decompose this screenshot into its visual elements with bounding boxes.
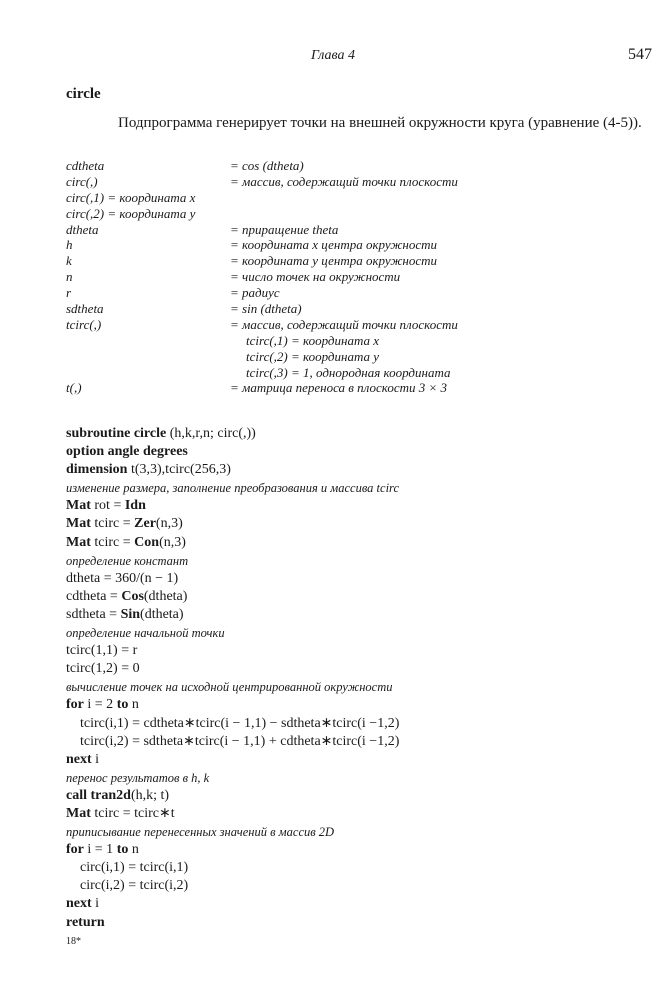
code-comment: определение констант <box>66 553 189 568</box>
page-number: 547 <box>628 46 652 63</box>
code-line: return <box>66 914 105 930</box>
code-text: tcirc = tcirc∗t <box>90 805 175 821</box>
definition-row <box>66 206 626 222</box>
def-sub: tcirc(,2) = координата y <box>246 348 380 364</box>
def-desc: = матрица переноса в плоскости 3 × 3 <box>230 380 448 396</box>
code-keyword: Mat <box>66 534 91 550</box>
def-term: sdtheta <box>66 301 104 317</box>
definition-subrow <box>66 333 626 349</box>
def-term: tcirc(,) <box>66 316 102 332</box>
code-line <box>66 751 646 769</box>
code-keyword: dimension <box>66 462 128 478</box>
def-desc: = cos (dtheta) <box>230 158 304 173</box>
code-line: circ(i,2) = tcirc(i,2) <box>80 878 189 894</box>
code-line: tcirc(i,1) = cdtheta∗tcirc(i − 1,1) − sdtheta∗tcirc(i −1,2) <box>80 715 400 731</box>
code-text: t(3,3),tcirc(256,3) <box>127 462 231 478</box>
def-term: dtheta <box>66 221 99 237</box>
running-header-chapter: Глава 4 <box>311 48 355 63</box>
code-text: i <box>91 751 100 767</box>
code-keyword: to <box>116 842 129 858</box>
code-text: rot = <box>90 498 125 514</box>
def-sub: tcirc(,1) = координата x <box>246 332 380 348</box>
code-keyword: subroutine circle <box>66 426 167 441</box>
code-line <box>66 895 646 913</box>
def-desc: = координата y центра окружности <box>230 253 438 269</box>
code-keyword: next <box>66 896 92 912</box>
code-text: tcirc = <box>90 534 135 550</box>
code-line: dtheta = 360/(n − 1) <box>66 570 179 586</box>
intro-paragraph: Подпрограмма генерирует точки на внешней окружности круга (уравнение (4-5)). <box>118 115 642 131</box>
definition-row <box>66 269 626 285</box>
code-comment: изменение размера, заполнение преобразования и массива tcirc <box>66 481 399 496</box>
code-keyword: Mat <box>66 498 91 514</box>
code-line <box>66 497 646 515</box>
code-text: i = 2 <box>83 697 117 713</box>
def-term: t(,) <box>66 380 82 396</box>
definition-subrow <box>66 349 626 365</box>
definition-subrow <box>66 365 626 381</box>
section-title: circle <box>66 86 101 102</box>
code-line <box>66 425 646 443</box>
definition-row <box>66 301 626 317</box>
definition-row <box>66 158 626 174</box>
code-text: i <box>91 896 100 912</box>
code-comment: приписывание перенесенных значений в массив 2D <box>66 825 335 840</box>
code-listing <box>66 425 646 932</box>
def-desc: = массив, содержащий точки плоскости <box>230 316 458 332</box>
def-term: circ(,2) = координата y <box>66 205 196 221</box>
definition-row <box>66 190 626 206</box>
code-keyword: Sin <box>120 606 141 622</box>
definition-row <box>66 317 626 333</box>
code-keyword: Con <box>134 534 160 550</box>
code-text: (h,k,r,n; circ(,)) <box>166 426 256 441</box>
code-line <box>66 588 646 606</box>
code-comment: перенос результатов в h, k <box>66 770 210 785</box>
code-line <box>66 805 646 823</box>
code-line <box>66 534 646 552</box>
def-term: n <box>66 269 73 285</box>
code-keyword: Cos <box>121 588 144 604</box>
code-text: i = 1 <box>83 842 117 858</box>
code-line <box>66 461 646 479</box>
variable-definitions <box>66 158 626 396</box>
code-line <box>66 841 646 859</box>
definition-row <box>66 174 626 190</box>
code-text: n <box>128 842 139 858</box>
def-term: circ(,) <box>66 173 98 189</box>
code-text: (n,3) <box>155 516 183 532</box>
def-term: r <box>66 285 72 301</box>
code-text: sdtheta = <box>66 606 121 622</box>
def-term: cdtheta <box>66 158 105 173</box>
code-line: circ(i,1) = tcirc(i,1) <box>80 860 189 876</box>
def-desc: = радиус <box>230 285 280 301</box>
def-desc: = число точек на окружности <box>230 269 401 285</box>
def-term: circ(,1) = координата x <box>66 189 196 205</box>
code-text: n <box>128 697 139 713</box>
code-comment: вычисление точек на исходной центрированной окружности <box>66 680 393 695</box>
code-text: (h,k; t) <box>130 787 170 803</box>
code-line <box>66 515 646 533</box>
code-line <box>66 787 646 805</box>
def-desc: = координата x центра окружности <box>230 237 438 253</box>
code-line <box>66 606 646 624</box>
code-line: tcirc(1,1) = r <box>66 643 138 659</box>
code-text: cdtheta = <box>66 588 122 604</box>
definition-row <box>66 222 626 238</box>
code-keyword: Mat <box>66 516 91 532</box>
code-text: (dtheta) <box>143 588 188 604</box>
def-desc: = sin (dtheta) <box>230 301 302 317</box>
code-line <box>66 696 646 714</box>
def-term: h <box>66 237 73 253</box>
def-term: k <box>66 253 72 269</box>
definition-row <box>66 253 626 269</box>
code-line: tcirc(i,2) = sdtheta∗tcirc(i − 1,1) + cdtheta∗tcirc(i −1,2) <box>80 733 400 749</box>
code-comment: определение начальной точки <box>66 626 225 641</box>
code-keyword: for <box>66 842 84 858</box>
definition-row <box>66 285 626 301</box>
code-line: option angle degrees <box>66 444 188 460</box>
code-line: tcirc(1,2) = 0 <box>66 661 140 677</box>
code-keyword: for <box>66 697 84 713</box>
code-keyword: to <box>116 697 129 713</box>
definition-row <box>66 380 626 396</box>
code-keyword: next <box>66 751 92 767</box>
def-desc: = массив, содержащий точки плоскости <box>230 173 458 189</box>
def-sub: tcirc(,3) = 1, однородная координата <box>246 364 451 380</box>
code-text: tcirc = <box>90 516 135 532</box>
definition-row <box>66 237 626 253</box>
code-keyword: Mat <box>66 805 91 821</box>
code-keyword: Idn <box>124 498 146 514</box>
code-keyword: Zer <box>134 516 156 532</box>
code-text: (dtheta) <box>140 606 184 622</box>
def-desc: = приращение theta <box>230 221 339 237</box>
code-keyword: call tran2d <box>66 787 131 803</box>
code-text: (n,3) <box>159 534 186 550</box>
signature-mark: 18* <box>66 936 81 947</box>
